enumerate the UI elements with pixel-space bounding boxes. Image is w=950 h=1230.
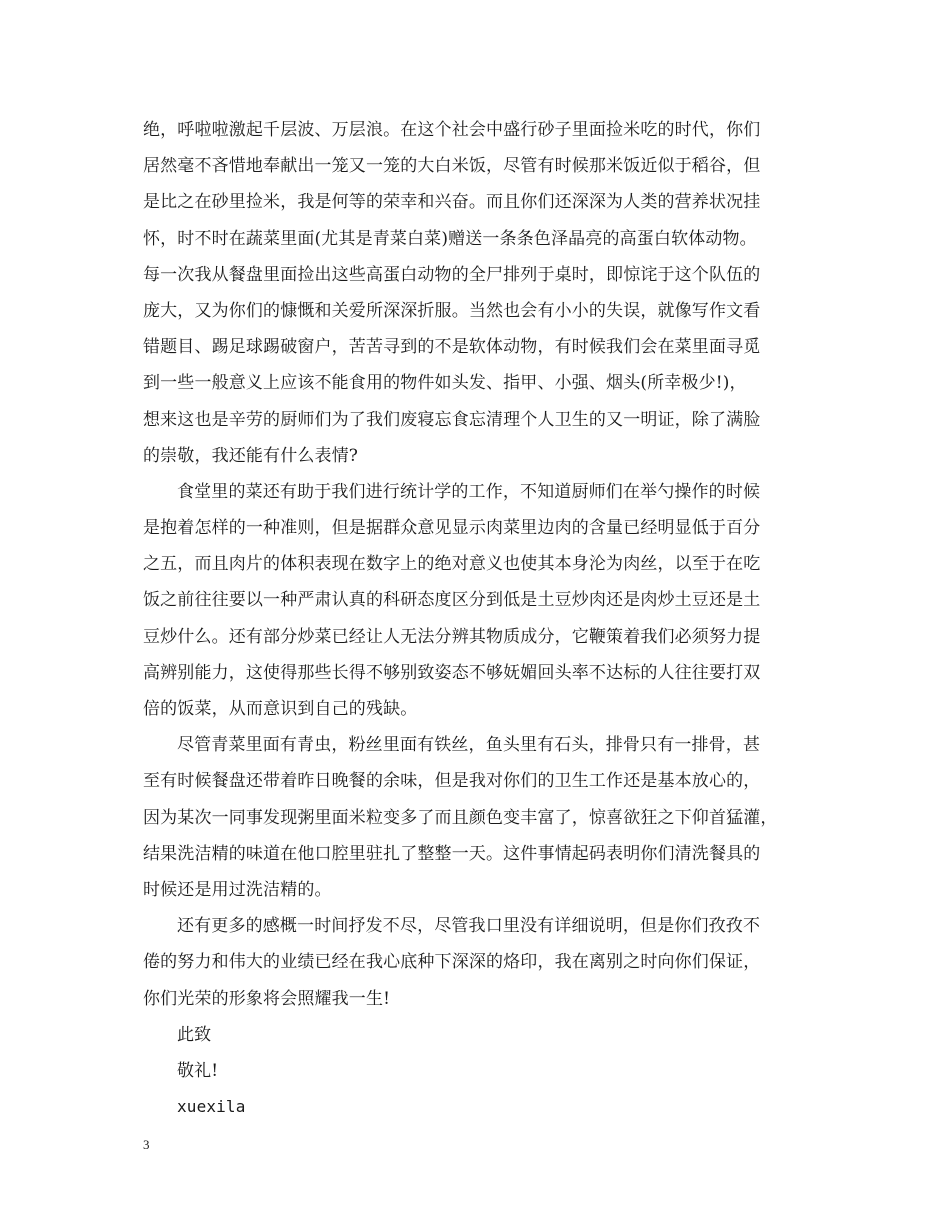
text-line: 你们光荣的形象将会照耀我一生! — [143, 988, 391, 1009]
text-line: 时候还是用过洗洁精的。 — [143, 879, 332, 900]
text-line: 高辨别能力，这使得那些长得不够别致姿态不够妩媚回头率不达标的人往往要打双 — [143, 662, 761, 683]
text-line: 的崇敬，我还能有什么表情? — [143, 445, 359, 466]
page-number: 3 — [143, 1137, 150, 1152]
closing-regards: 敬礼! — [177, 1060, 219, 1081]
text-line: 倦的努力和伟大的业绩已经在我心底种下深深的烙印，我在离别之时向你们保证， — [143, 952, 761, 973]
text-line: 饭之前往往要以一种严肃认真的科研态度区分到低是土豆炒肉还是肉炒土豆还是土 — [143, 590, 761, 611]
text-line: 错题目、踢足球踢破窗户，苦苦寻到的不是软体动物，有时候我们会在菜里面寻觅 — [143, 337, 761, 358]
text-line: 怀，时不时在蔬菜里面(尤其是青菜白菜)赠送一条条色泽晶亮的高蛋白软体动物。 — [143, 228, 757, 249]
paragraph-start-line: 还有更多的感概一时间抒发不尽，尽管我口里没有详细说明，但是你们孜孜不 — [177, 916, 761, 937]
text-line: 每一次我从餐盘里面捡出这些高蛋白动物的全尸排列于桌时，即惊诧于这个队伍的 — [143, 264, 761, 285]
letter-body — [143, 112, 823, 1125]
text-line: 到一些一般意义上应该不能食用的物件如头发、指甲、小强、烟头(所幸极少!)， — [143, 373, 747, 394]
paragraph-start-line: 食堂里的菜还有助于我们进行统计学的工作，不知道厨师们在举勺操作的时候 — [177, 481, 761, 502]
text-line: 至有时候餐盘还带着昨日晚餐的余味，但是我对你们的卫生工作还是基本放心的， — [143, 771, 761, 792]
paragraph-start-line: 尽管青菜里面有青虫，粉丝里面有铁丝，鱼头里有石头，排骨只有一排骨，甚 — [177, 735, 761, 756]
text-line: 是抱着怎样的一种准则，但是据群众意见显示肉菜里边肉的含量已经明显低于百分 — [143, 518, 761, 539]
text-line: 绝，呼啦啦激起千层波、万层浪。在这个社会中盛行砂子里面捡米吃的时代，你们 — [143, 120, 761, 140]
text-line: 因为某次一同事发现粥里面米粒变多了而且颜色变丰富了，惊喜欲狂之下仰首猛灌， — [143, 807, 778, 828]
closing-salutation: 此致 — [177, 1024, 212, 1045]
text-line: 是比之在砂里捡米，我是何等的荣幸和兴奋。而且你们还深深为人类的营养状况挂 — [143, 192, 761, 213]
text-line: 庞大，又为你们的慷慨和关爱所深深折服。当然也会有小小的失误，就像写作文看 — [143, 300, 761, 321]
text-line: 之五，而且肉片的体积表现在数字上的绝对意义也使其本身沦为肉丝，以至于在吃 — [143, 554, 761, 575]
signature-name: xuexila — [177, 1097, 246, 1117]
text-line: 居然毫不吝惜地奉献出一笼又一笼的大白米饭，尽管有时候那米饭近似于稻谷，但 — [143, 156, 761, 177]
text-line: 倍的饭菜，从而意识到自己的残缺。 — [143, 699, 418, 719]
text-line: 豆炒什么。还有部分炒菜已经让人无法分辨其物质成分，它鞭策着我们必须努力提 — [143, 626, 761, 647]
text-line: 想来这也是辛劳的厨师们为了我们废寝忘食忘清理个人卫生的又一明证，除了满脸 — [143, 409, 761, 430]
text-line: 结果洗洁精的味道在他口腔里驻扎了整整一天。这件事情起码表明你们清洗餐具的 — [143, 843, 761, 864]
